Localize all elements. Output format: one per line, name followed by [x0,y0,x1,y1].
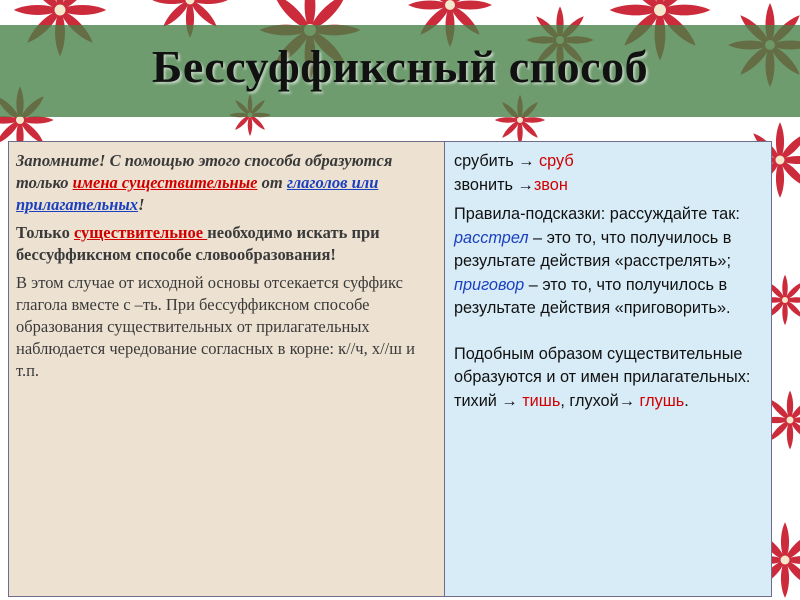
example-1-result: сруб [539,152,574,170]
nouns-highlight: имена существительные [72,173,258,192]
example-1-base: срубить → [454,152,540,170]
left-column [9,142,445,596]
remember-paragraph [16,150,438,216]
rule-text-c: – это то, что получилось в результате действия «расстрелять»; [454,228,732,270]
similar-text-c: , глухой→ [560,391,640,410]
remember-end-text: ! [138,195,145,214]
similar-paragraph [454,343,763,414]
explanation-paragraph: В этом случае от исходной основы отсекается суффикс глагола вместе с –ть. При бессуффиксном способе образования существительных от прилагательных наблюдается чередование согласных в корне: к//ч, х//ш и т.п. [16,273,415,380]
similar-word-glush: глушь [639,391,685,410]
only-noun-paragraph [16,222,438,266]
remember-from-text: от [257,173,287,192]
rule-word-rasstrel: расстрел [454,228,529,247]
example-2-result: звон [533,175,568,194]
remember-text: Запомните! С помощью этого способа образуются только [16,151,393,192]
noun-highlight: существительное [73,223,208,242]
similar-text-a: Подобным образом существительные образуются и от имен прилагательных: тихий → [454,344,751,410]
content-table [8,141,772,597]
only-rest-text: необходимо искать при бессуффиксном способе словообразования! [16,223,380,264]
rule-hint-paragraph [454,203,763,321]
similar-text-e: . [684,391,689,410]
verbs-adjectives-highlight: глаголов или прилагательных [16,173,379,214]
rule-text-e: – это то, что получилось в результате действия «приговорить». [454,275,731,317]
spacer [454,321,763,343]
only-text: Только [16,223,74,242]
slide-title: Бессуффиксный способ [151,41,649,92]
example-line-1 [454,150,763,174]
right-column [445,142,771,596]
similar-word-tish: тишь [522,391,561,410]
rule-word-prigovor: приговор [454,275,525,294]
rule-text-a: Правила-подсказки: рассуждайте так: [454,205,740,223]
example-line-2 [454,174,763,198]
example-2-base: звонить → [454,175,534,194]
